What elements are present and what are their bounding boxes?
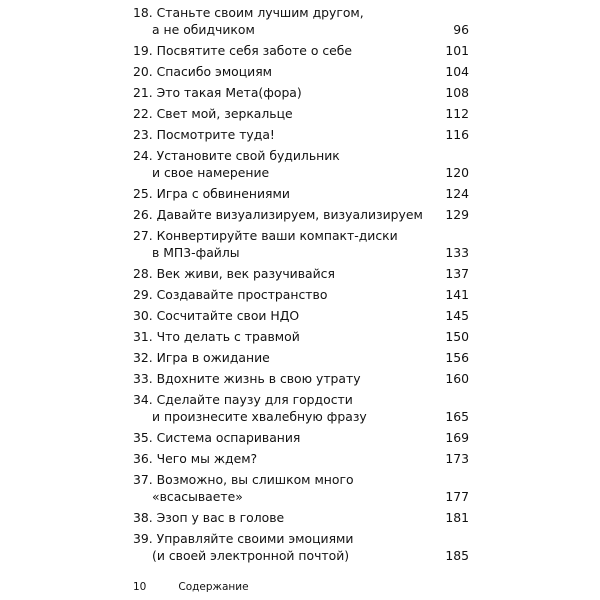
toc-entry-continuation xyxy=(133,547,469,564)
toc-entry xyxy=(133,63,469,80)
toc-entry-title: 39. Управляйте своими эмоциями xyxy=(133,531,354,546)
toc-entry-page-number: 160 xyxy=(445,371,469,386)
toc-entry xyxy=(133,429,469,446)
toc-entry xyxy=(133,227,469,261)
toc-entry xyxy=(133,105,469,122)
toc-entry-title: 29. Создавайте пространство xyxy=(133,287,328,302)
toc-entry-title: 30. Сосчитайте свои НДО xyxy=(133,308,300,323)
toc-entry xyxy=(133,450,469,467)
toc-entry-title: 37. Возможно, вы слишком много xyxy=(133,472,354,487)
toc-entry-line xyxy=(133,286,469,303)
toc-entry-page-number: 137 xyxy=(445,266,469,281)
toc-entry-page-number: 104 xyxy=(445,64,469,79)
toc-entry-continuation xyxy=(133,21,469,38)
toc-entry-line xyxy=(133,307,469,324)
toc-entry-line xyxy=(133,4,469,21)
toc-entry xyxy=(133,206,469,223)
toc-entry xyxy=(133,530,469,564)
toc-entry-line xyxy=(133,328,469,345)
toc-entry-title: 27. Конвертируйте ваши компакт-диски xyxy=(133,228,398,243)
toc-entry-line xyxy=(133,429,469,446)
toc-entry-title: 22. Свет мой, зеркальце xyxy=(133,106,293,121)
toc-entry-line xyxy=(133,206,469,223)
toc-entry-line xyxy=(133,530,469,547)
toc-entry-title: 35. Система оспаривания xyxy=(133,430,301,445)
toc-entry-page-number: 108 xyxy=(445,85,469,100)
toc-entry xyxy=(133,286,469,303)
toc-entry-title: 19. Посвятите себя заботе о себе xyxy=(133,43,353,58)
toc-entry-title: «всасываете» xyxy=(152,489,243,504)
toc-entry-title: 33. Вдохните жизнь в свою утрату xyxy=(133,371,361,386)
toc-entry xyxy=(133,126,469,143)
toc-entry-line xyxy=(133,509,469,526)
toc-entry xyxy=(133,349,469,366)
toc-entry-page-number: 150 xyxy=(445,329,469,344)
toc-entry-page-number: 133 xyxy=(445,245,469,260)
toc-entry-page-number: 185 xyxy=(445,548,469,563)
toc-entry-line xyxy=(133,126,469,143)
toc-entry-line xyxy=(133,63,469,80)
toc-entry-title: 18. Станьте своим лучшим другом, xyxy=(133,5,364,20)
toc-entry-page-number: 169 xyxy=(445,430,469,445)
toc-entry-page-number: 181 xyxy=(445,510,469,525)
toc-entry xyxy=(133,509,469,526)
toc-entry-title: 23. Посмотрите туда! xyxy=(133,127,275,142)
toc-entry-line xyxy=(133,450,469,467)
toc-entry-title: 21. Это такая Мета(фора) xyxy=(133,85,302,100)
toc-entry-title: 26. Давайте визуализируем, визуализируем xyxy=(133,207,423,222)
toc-entry-page-number: 96 xyxy=(453,22,469,37)
toc-entry-line xyxy=(133,265,469,282)
toc-entry xyxy=(133,471,469,505)
toc-entry-line xyxy=(133,42,469,59)
toc-entry-title: 20. Спасибо эмоциям xyxy=(133,64,273,79)
toc-entry-line xyxy=(133,84,469,101)
toc-entry-line xyxy=(133,471,469,488)
toc-entry-title: 24. Установите свой будильник xyxy=(133,148,340,163)
toc-entry-continuation xyxy=(133,164,469,181)
toc-entry-page-number: 145 xyxy=(445,308,469,323)
toc-entry-title: 31. Что делать с травмой xyxy=(133,329,300,344)
toc-entry-title: 34. Сделайте паузу для гордости xyxy=(133,392,353,407)
toc-entry-page-number: 112 xyxy=(445,106,469,121)
toc-entry-line xyxy=(133,349,469,366)
toc-entry-page-number: 120 xyxy=(445,165,469,180)
toc-entry-page-number: 156 xyxy=(445,350,469,365)
toc-entry-page-number: 141 xyxy=(445,287,469,302)
toc-entry-page-number: 124 xyxy=(445,186,469,201)
toc-entry xyxy=(133,328,469,345)
toc-entry xyxy=(133,185,469,202)
toc-entry xyxy=(133,370,469,387)
toc-entry-title: (и своей электронной почтой) xyxy=(152,548,350,563)
toc-entry xyxy=(133,4,469,38)
toc-entry-line xyxy=(133,391,469,408)
toc-entry-title: 28. Век живи, век разучивайся xyxy=(133,266,335,281)
toc-entry-page-number: 177 xyxy=(445,489,469,504)
toc-entry-title: 38. Эзоп у вас в голове xyxy=(133,510,285,525)
toc-entry-title: 36. Чего мы ждем? xyxy=(133,451,258,466)
toc-entry-title: 25. Игра с обвинениями xyxy=(133,186,290,201)
toc-entry-page-number: 129 xyxy=(445,207,469,222)
toc-entry-page-number: 173 xyxy=(445,451,469,466)
toc-entry xyxy=(133,84,469,101)
toc-entry xyxy=(133,307,469,324)
toc-entry-line xyxy=(133,227,469,244)
page-footer xyxy=(133,580,249,594)
toc-entry xyxy=(133,391,469,425)
toc-entry-title: и произнесите хвалебную фразу xyxy=(152,409,367,424)
toc-entry xyxy=(133,265,469,282)
toc-entry-line xyxy=(133,105,469,122)
toc-entry-continuation xyxy=(133,488,469,505)
toc-entry-continuation xyxy=(133,244,469,261)
toc-entry-page-number: 101 xyxy=(445,43,469,58)
footer-section-title: Содержание xyxy=(178,581,249,593)
toc-entry-title: и свое намерение xyxy=(152,165,270,180)
toc-entry-title: а не обидчиком xyxy=(152,22,255,37)
toc-entry-title: в МП3-файлы xyxy=(152,245,240,260)
toc-entry-line xyxy=(133,147,469,164)
toc-entry-page-number: 116 xyxy=(445,127,469,142)
toc-entry-title: 32. Игра в ожидание xyxy=(133,350,270,365)
toc-entry-line xyxy=(133,185,469,202)
footer-page-number: 10 xyxy=(133,581,147,593)
toc-entry xyxy=(133,147,469,181)
toc-entry-page-number: 165 xyxy=(445,409,469,424)
toc-entry-line xyxy=(133,370,469,387)
table-of-contents xyxy=(133,4,469,568)
toc-entry xyxy=(133,42,469,59)
toc-entry-continuation xyxy=(133,408,469,425)
